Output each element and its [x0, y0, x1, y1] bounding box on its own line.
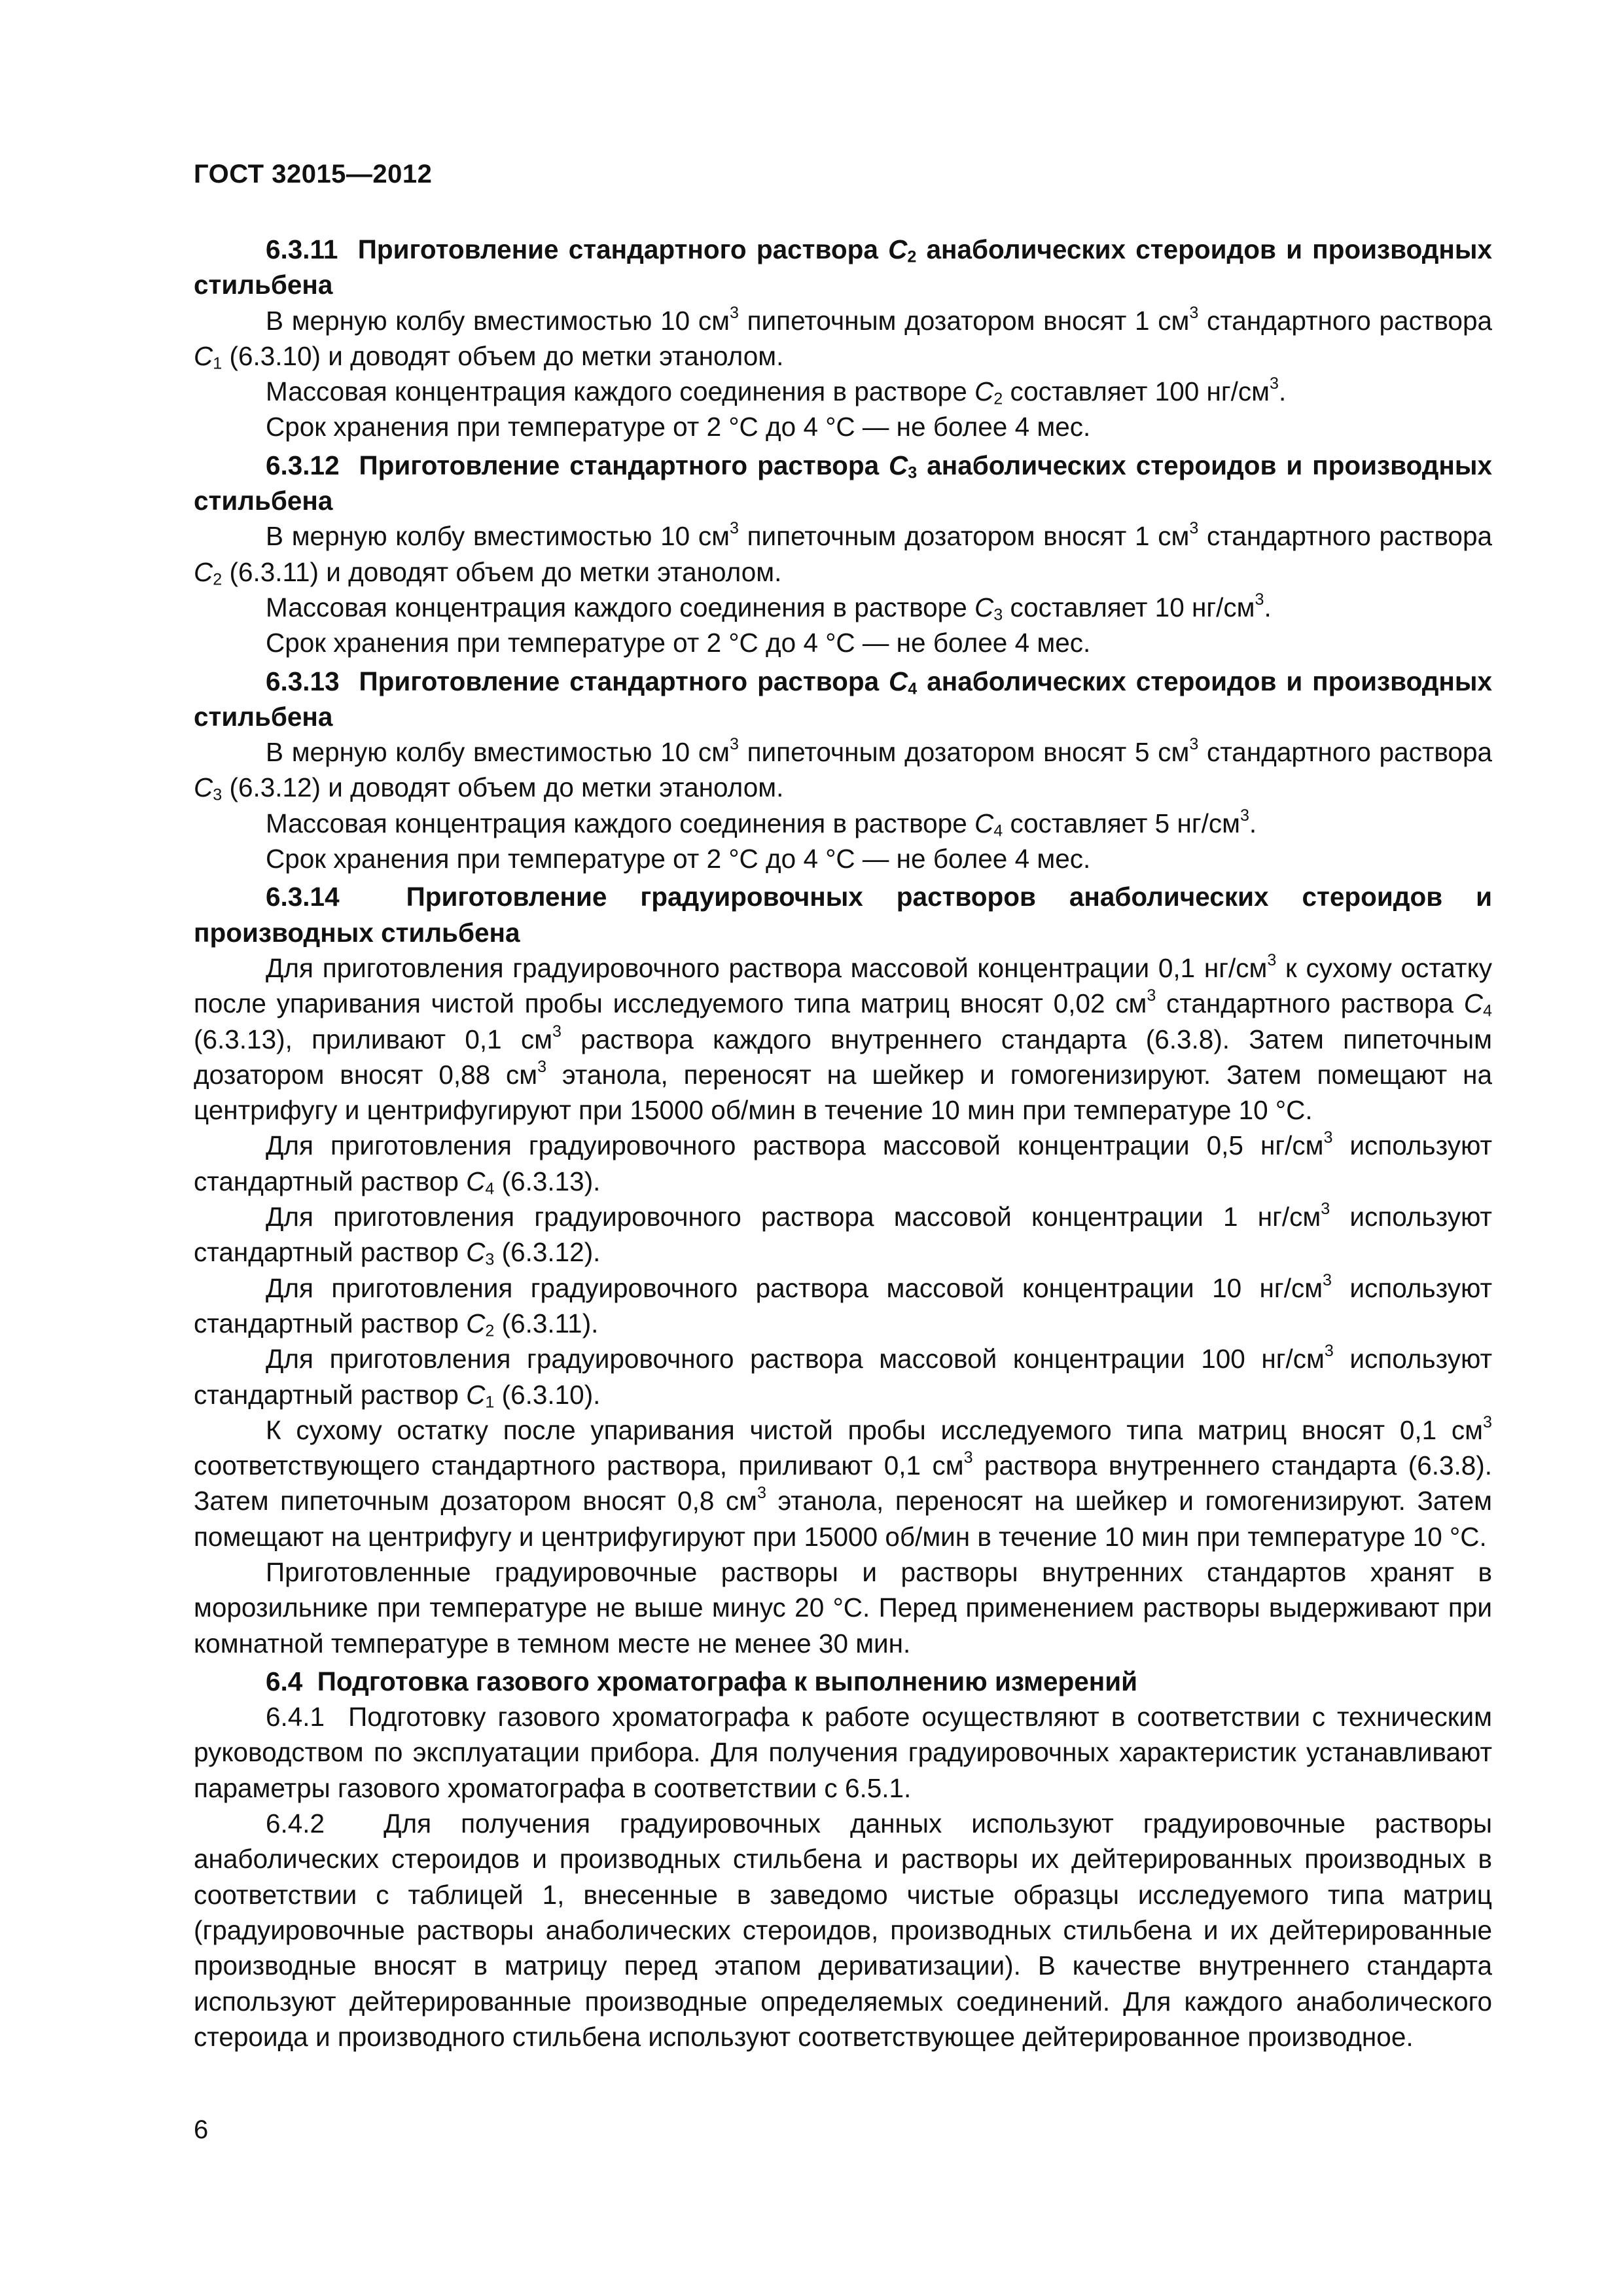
paragraph: Срок хранения при температуре от 2 °С до 4 °С — не более 4 мес.	[266, 412, 1091, 442]
paragraph: Массовая концентрация каждого соединения в растворе $C_2$ составляет 100 $нг/см^3$.	[266, 374, 1287, 408]
paragraph: Массовая концентрация каждого соединения в растворе $C_4$ составляет 5 $нг/см^3$.	[266, 806, 1257, 840]
paragraph: Массовая концентрация каждого соединения в растворе $C_3$ составляет 10 $нг/см^3$.	[266, 590, 1272, 624]
paragraph: Для приготовления градуировочного раствора массовой концентрации 10 $нг/см^3$ используют стандартный раствор $C_2$ (6.3.11).	[194, 1270, 1492, 1340]
paragraph: Для приготовления градуировочного раствора массовой концентрации 0,5 $нг/см^3$ используют стандартный раствор $C_4$ (6.3.13).	[194, 1128, 1492, 1198]
document-body	[194, 229, 1492, 2054]
paragraph: В мерную колбу вместимостью 10 $см^3$ пипеточным дозатором вносят 5 $см^3$ стандартного раствора $C_3$ (6.3.12) и доводят объем до метки этанолом.	[194, 735, 1492, 804]
paragraph: Для приготовления градуировочного раствора массовой концентрации 100 $нг/см^3$ используют стандартный раствор $C_1$ (6.3.10).	[194, 1342, 1492, 1412]
page-number: 6	[194, 2115, 209, 2144]
paragraph: 6.4.1 Подготовку газового хроматографа к работе осуществляют в соответствии с техническим руководством по эксплуатации прибора. Для получения градуировочных характеристик устанавливают параметры газового хроматографа в соответствии с 6.5.1.	[194, 1702, 1492, 1803]
paragraph: К сухому остатку после упаривания чистой пробы исследуемого типа матриц вносят 0,1 $см^3$ соответствующего стандартного раствора, приливают 0,1 $см^3$ раствора внутреннего стандарта (6.3.8). Затем пипеточным дозатором вносят 0,8 $см^3$ этанола, переносят на шейкер и гомогенизируют. Затем помещают на центрифугу и центрифугируют при 15000 об/мин в течение 10 мин при температуре 10 °С.	[194, 1412, 1493, 1552]
paragraph: Срок хранения при температуре от 2 °С до 4 °С — не более 4 мес.	[266, 844, 1091, 874]
document-header: ГОСТ 32015—2012	[194, 160, 433, 188]
paragraph: Срок хранения при температуре от 2 °С до 4 °С — не более 4 мес.	[266, 628, 1091, 658]
paragraph: В мерную колбу вместимостью 10 $см^3$ пипеточным дозатором вносят 1 $см^3$ стандартного раствора $C_1$ (6.3.10) и доводят объем до метки этанолом.	[194, 303, 1492, 373]
paragraph: Для приготовления градуировочного раствора массовой концентрации 1 $нг/см^3$ используют стандартный раствор $C_3$ (6.3.12).	[194, 1199, 1492, 1269]
heading-6-3-12: 6.3.12 Приготовление стандартного раствора $C_3$ анаболических стероидов и производных стильбена	[194, 450, 1492, 516]
paragraph: Приготовленные градуировочные растворы и растворы внутренних стандартов хранят в морозильнике при температуре не выше минус 20 °С. Перед применением растворы выдерживают при комнатной температуре в темном месте не менее 30 мин.	[194, 1556, 1492, 1659]
heading-6-3-14: 6.3.14 Приготовление градуировочных растворов анаболических стероидов и производных стильбена	[194, 882, 1492, 948]
paragraph: В мерную колбу вместимостью 10 $см^3$ пипеточным дозатором вносят 1 $см^3$ стандартного раствора $C_2$ (6.3.11) и доводят объем до метки этанолом.	[194, 519, 1492, 589]
paragraph: Для приготовления градуировочного раствора массовой концентрации 0,1 $нг/см^3$ к сухому остатку после упаривания чистой пробы исследуемого типа матриц вносят 0,02 $см^3$ стандартного раствора $C_4$ (6.3.13), приливают 0,1 $см^3$ раствора каждого внутреннего стандарта (6.3.8). Затем пипеточным дозатором вносят 0,88 $см^3$ этанола, переносят на шейкер и гомогенизируют. Затем помещают на центрифугу и центрифугируют при 15000 об/мин в течение 10 мин при температуре 10 °С.	[194, 950, 1493, 1126]
heading-6-3-11: 6.3.11 Приготовление стандартного раствора $C_2$ анаболических стероидов и производных стильбена	[194, 234, 1492, 300]
paragraph: 6.4.2 Для получения градуировочных данных используют градуировочные растворы анаболических стероидов и производных стильбена и растворы их дейтерированных производных в соответствии с таблицей 1, внесенные в заведомо чистые образцы исследуемого типа матриц (градуировочные растворы анаболических стероидов, производных стильбена и их дейтерированные производные вносят в матрицу перед этапом дериватизации). В качестве внутреннего стандарта используют дейтерированные производные определяемых соединений. Для каждого анаболического стероида и производного стильбена используют соответствующее дейтерированное производное.	[194, 1808, 1492, 2052]
heading-6-4: 6.4 Подготовка газового хроматографа к выполнению измерений	[266, 1666, 1137, 1696]
heading-6-3-13: 6.3.13 Приготовление стандартного раствора $C_4$ анаболических стероидов и производных стильбена	[194, 666, 1492, 732]
